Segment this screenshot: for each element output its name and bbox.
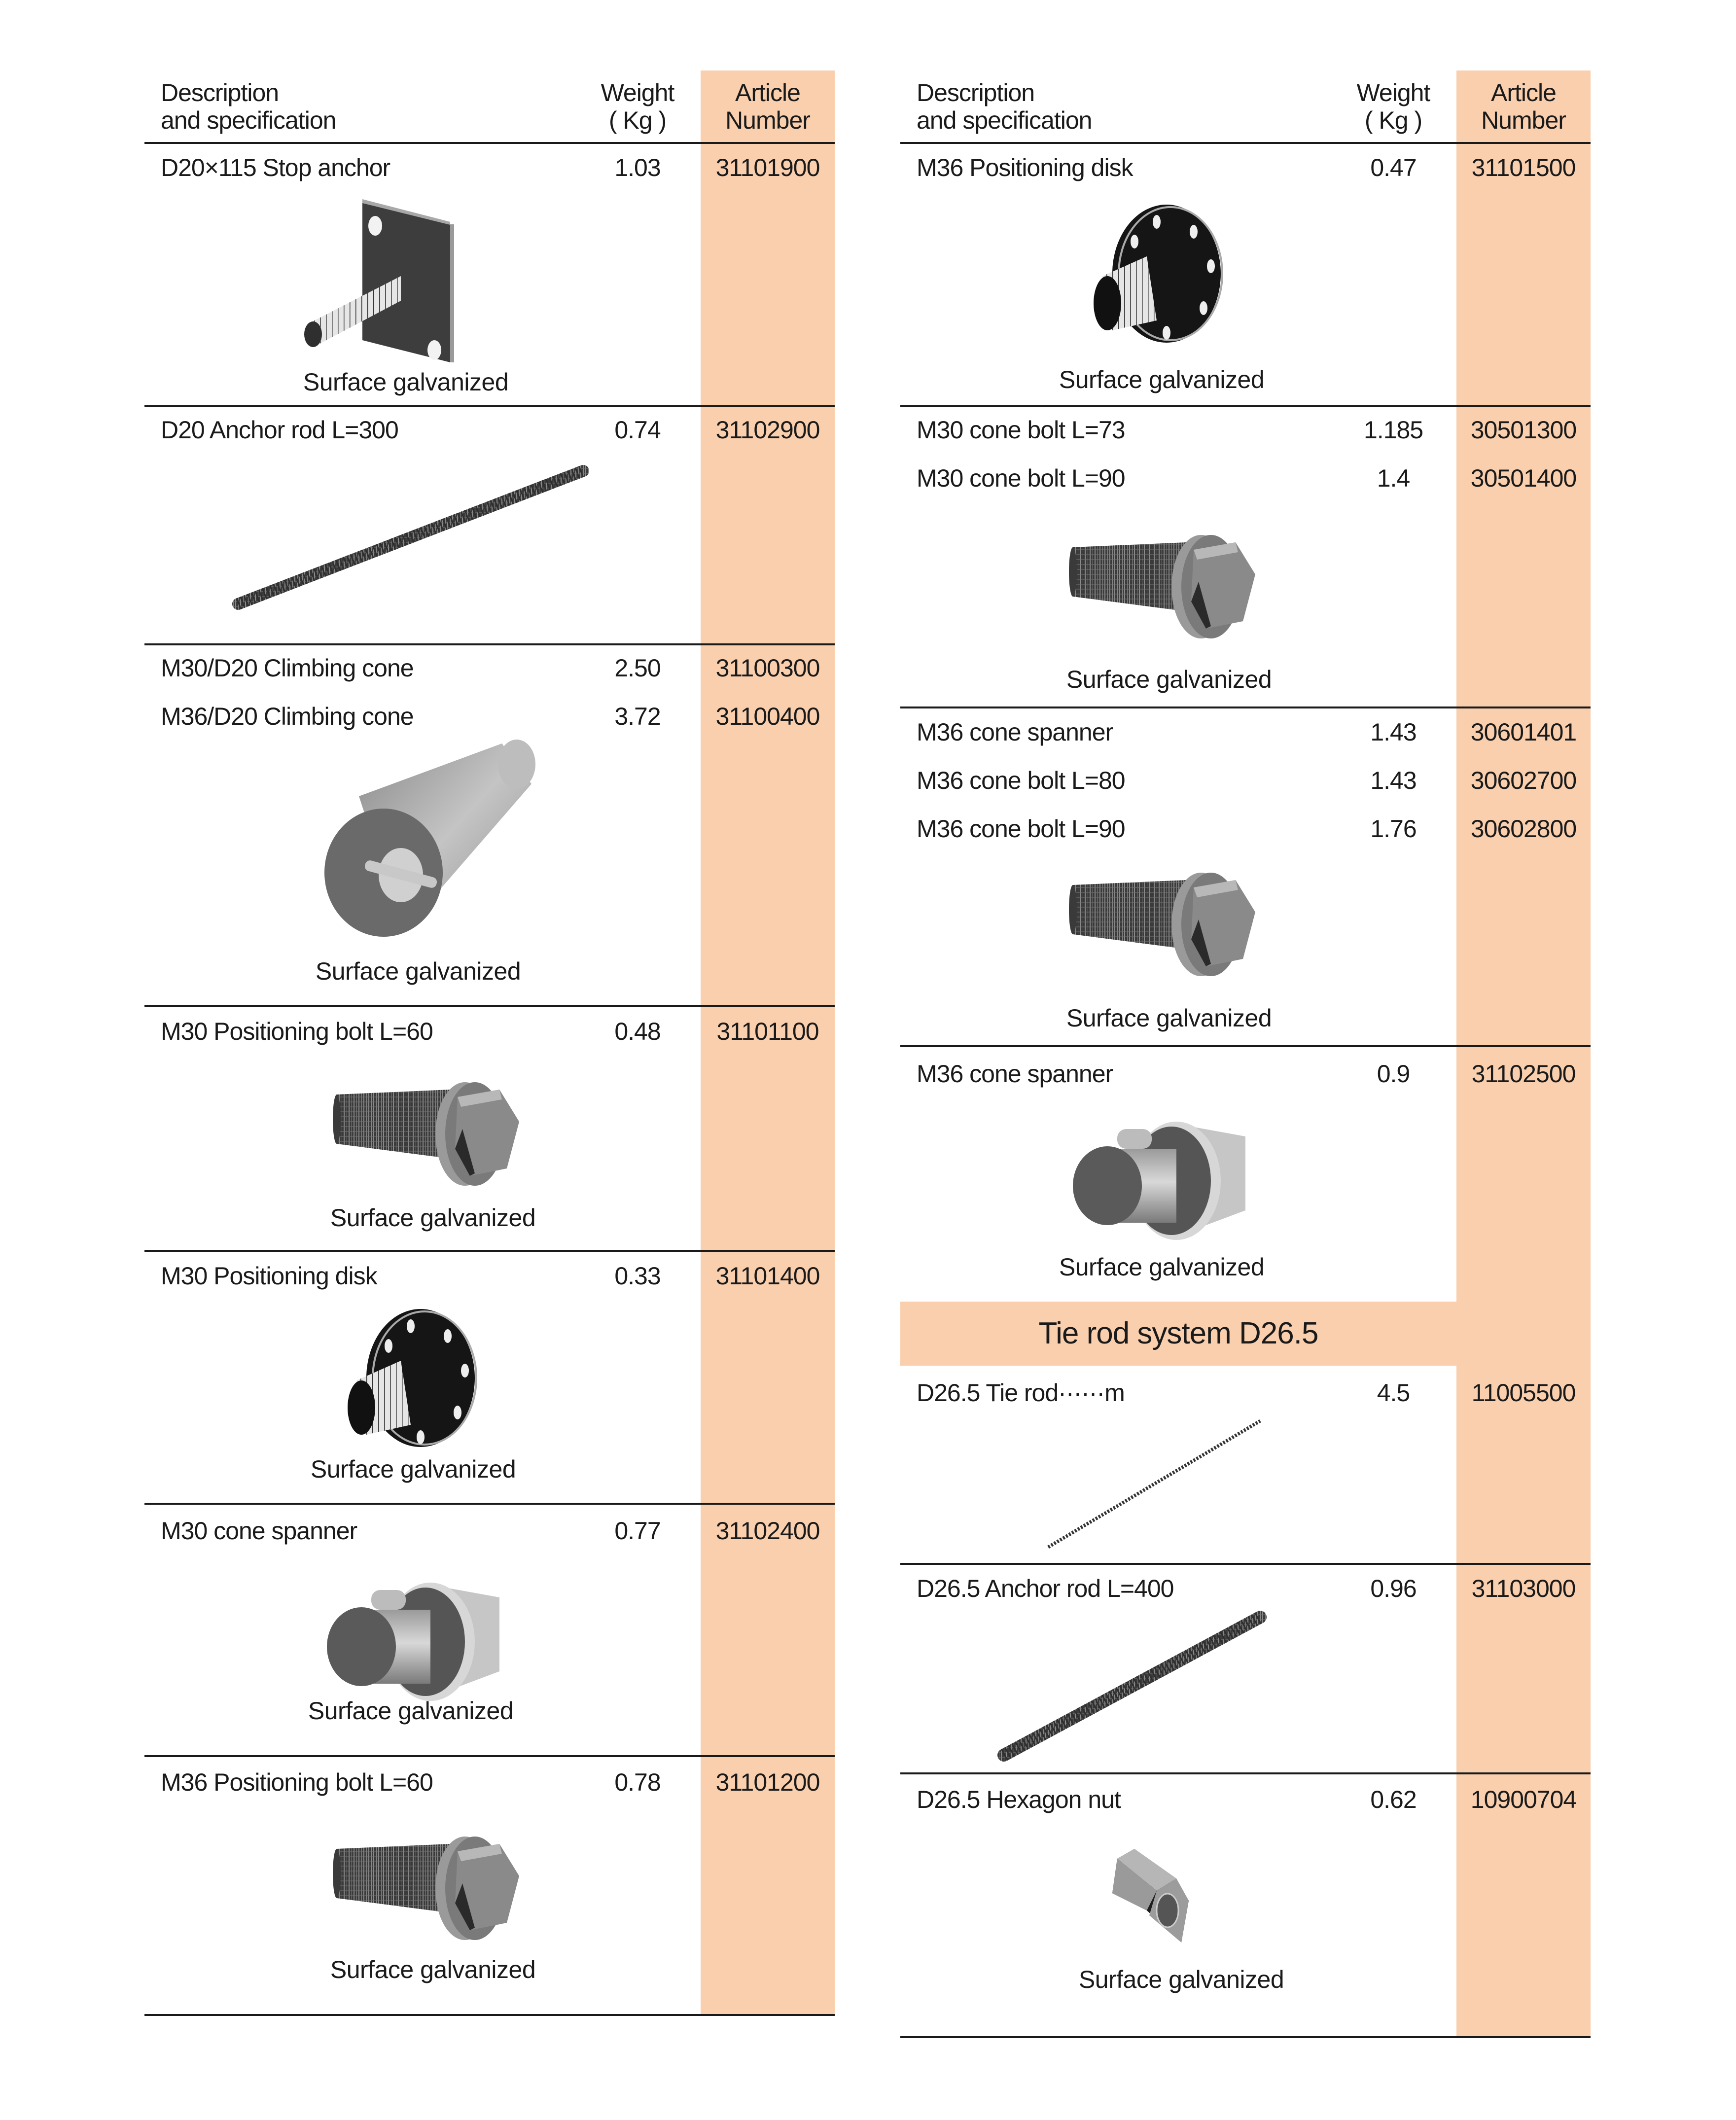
- finish-note: Surface galvanized: [1059, 1253, 1265, 1281]
- item-line: [900, 1574, 1591, 1603]
- item-weight: 4.5: [1377, 1379, 1410, 1407]
- item-description: D26.5 Anchor rod L=400: [917, 1575, 1174, 1602]
- item-article-number: 31101200: [715, 1768, 820, 1796]
- item-description: M30 Positioning bolt L=60: [161, 1018, 433, 1045]
- cone-bolt-icon: [1068, 523, 1265, 651]
- header-description: Description and specification: [917, 79, 1092, 134]
- positioning-disk-icon: [1083, 200, 1231, 353]
- item-description: M36 cone spanner: [917, 718, 1113, 746]
- item-description: M30/D20 Climbing cone: [161, 654, 414, 682]
- table-bottom-rule: [900, 2036, 1591, 2038]
- item-line: [144, 153, 835, 182]
- item-weight: 3.72: [614, 703, 661, 730]
- anchor-rod-icon: [994, 1607, 1270, 1765]
- item-article-number: 31101900: [715, 154, 820, 181]
- row-divider: [144, 1005, 835, 1007]
- item-weight: 2.50: [614, 654, 661, 682]
- stop-anchor-icon: [302, 197, 460, 365]
- item-weight: 0.48: [614, 1018, 661, 1045]
- item-description: D20×115 Stop anchor: [161, 154, 390, 181]
- row-divider: [144, 643, 835, 645]
- item-weight: 0.62: [1370, 1786, 1417, 1813]
- item-line: [900, 814, 1591, 844]
- cone-spanner-icon: [1068, 1107, 1265, 1255]
- table-bottom-rule: [144, 2014, 835, 2016]
- item-line: [900, 415, 1591, 445]
- finish-note: Surface galvanized: [1078, 1966, 1284, 1993]
- item-article-number: 30601401: [1470, 718, 1577, 746]
- header-weight: Weight ( Kg ): [1356, 79, 1430, 134]
- table-header: [144, 79, 835, 143]
- anchor-rod-icon: [228, 461, 593, 619]
- row-divider: [144, 1503, 835, 1505]
- item-article-number: 31102500: [1471, 1060, 1576, 1088]
- right-table: [900, 0, 1591, 2120]
- row-divider: [900, 1045, 1591, 1047]
- left-table: [144, 0, 835, 2120]
- cone-bolt-icon: [1068, 860, 1265, 989]
- item-weight: 1.185: [1363, 416, 1423, 444]
- item-line: [144, 702, 835, 731]
- item-weight: 0.33: [614, 1262, 661, 1290]
- item-article-number: 30501400: [1470, 464, 1577, 492]
- item-description: D26.5 Hexagon nut: [917, 1786, 1121, 1813]
- item-weight: 0.96: [1370, 1575, 1417, 1602]
- cone-spanner-icon: [322, 1568, 519, 1716]
- row-divider: [144, 405, 835, 407]
- item-description: M36 Positioning bolt L=60: [161, 1768, 433, 1796]
- positioning-bolt-icon: [332, 1070, 529, 1198]
- item-description: M36 Positioning disk: [917, 154, 1133, 181]
- row-divider: [900, 1772, 1591, 1774]
- item-weight: 1.03: [614, 154, 661, 181]
- item-article-number: 31101400: [715, 1262, 820, 1290]
- item-weight: 1.76: [1370, 815, 1417, 843]
- finish-note: Surface galvanized: [330, 1956, 536, 1983]
- positioning-bolt-icon: [332, 1824, 529, 1952]
- finish-note: Surface galvanized: [315, 957, 521, 985]
- finish-note: Surface galvanized: [1066, 1004, 1272, 1032]
- item-article-number: 30602800: [1470, 815, 1577, 843]
- finish-note: Surface galvanized: [330, 1204, 536, 1232]
- item-line: [900, 463, 1591, 493]
- item-article-number: 10900704: [1470, 1786, 1577, 1813]
- row-divider: [900, 707, 1591, 708]
- item-weight: 1.4: [1377, 464, 1410, 492]
- item-weight: 1.43: [1370, 718, 1417, 746]
- row-divider: [900, 405, 1591, 407]
- item-line: [900, 1785, 1591, 1814]
- item-weight: 0.77: [614, 1517, 661, 1545]
- item-article-number: 11005500: [1471, 1379, 1576, 1407]
- hexagon-nut-icon: [1107, 1837, 1226, 1955]
- row-divider: [900, 1563, 1591, 1565]
- article-number-column-band: [1456, 71, 1591, 2038]
- tie-rod-icon: [1043, 1415, 1265, 1553]
- row-divider: [144, 1755, 835, 1757]
- item-weight: 0.78: [614, 1768, 661, 1796]
- item-line: [144, 1017, 835, 1046]
- row-divider: [144, 1250, 835, 1252]
- item-weight: 1.43: [1370, 767, 1417, 794]
- item-line: [144, 1516, 835, 1546]
- finish-note: Surface galvanized: [308, 1697, 514, 1725]
- item-line: [900, 153, 1591, 182]
- item-description: M36/D20 Climbing cone: [161, 703, 414, 730]
- item-description: M36 cone spanner: [917, 1060, 1113, 1088]
- item-description: M36 cone bolt L=80: [917, 767, 1125, 794]
- item-description: M30 cone bolt L=90: [917, 464, 1125, 492]
- item-line: [144, 1767, 835, 1797]
- item-description: D26.5 Tie rod······m: [917, 1379, 1125, 1407]
- header-weight: Weight ( Kg ): [601, 79, 674, 134]
- item-line: [144, 1261, 835, 1291]
- header-article-number: Article Number: [1481, 79, 1566, 134]
- positioning-disk-icon: [337, 1307, 485, 1454]
- item-line: [900, 766, 1591, 795]
- item-description: M30 cone bolt L=73: [917, 416, 1125, 444]
- climbing-cone-icon: [319, 740, 541, 942]
- item-line: [900, 1059, 1591, 1089]
- item-article-number: 31101100: [716, 1018, 819, 1045]
- item-description: D20 Anchor rod L=300: [161, 416, 398, 444]
- finish-note: Surface galvanized: [1059, 366, 1265, 393]
- item-article-number: 31100400: [715, 703, 820, 730]
- item-weight: 0.74: [614, 416, 661, 444]
- item-line: [144, 653, 835, 683]
- header-rule: [900, 142, 1591, 144]
- item-article-number: 31103000: [1471, 1575, 1576, 1602]
- finish-note: Surface galvanized: [303, 368, 509, 396]
- item-line: [144, 415, 835, 445]
- item-article-number: 31101500: [1471, 154, 1576, 181]
- item-weight: 0.9: [1377, 1060, 1410, 1088]
- item-article-number: 30602700: [1470, 767, 1577, 794]
- header-rule: [144, 142, 835, 144]
- item-description: M36 cone bolt L=90: [917, 815, 1125, 843]
- section-title: Tie rod system D26.5: [900, 1302, 1456, 1366]
- table-header: [900, 79, 1591, 143]
- item-article-number: 31102400: [715, 1517, 820, 1545]
- item-article-number: 31100300: [715, 654, 820, 682]
- item-article-number: 30501300: [1470, 416, 1577, 444]
- finish-note: Surface galvanized: [1066, 666, 1272, 693]
- item-description: M30 Positioning disk: [161, 1262, 377, 1290]
- item-article-number: 31102900: [715, 416, 820, 444]
- item-line: [900, 1378, 1591, 1408]
- item-line: [900, 717, 1591, 747]
- finish-note: Surface galvanized: [310, 1455, 516, 1483]
- item-weight: 0.47: [1370, 154, 1417, 181]
- item-description: M30 cone spanner: [161, 1517, 357, 1545]
- header-description: Description and specification: [161, 79, 336, 134]
- header-article-number: Article Number: [725, 79, 810, 134]
